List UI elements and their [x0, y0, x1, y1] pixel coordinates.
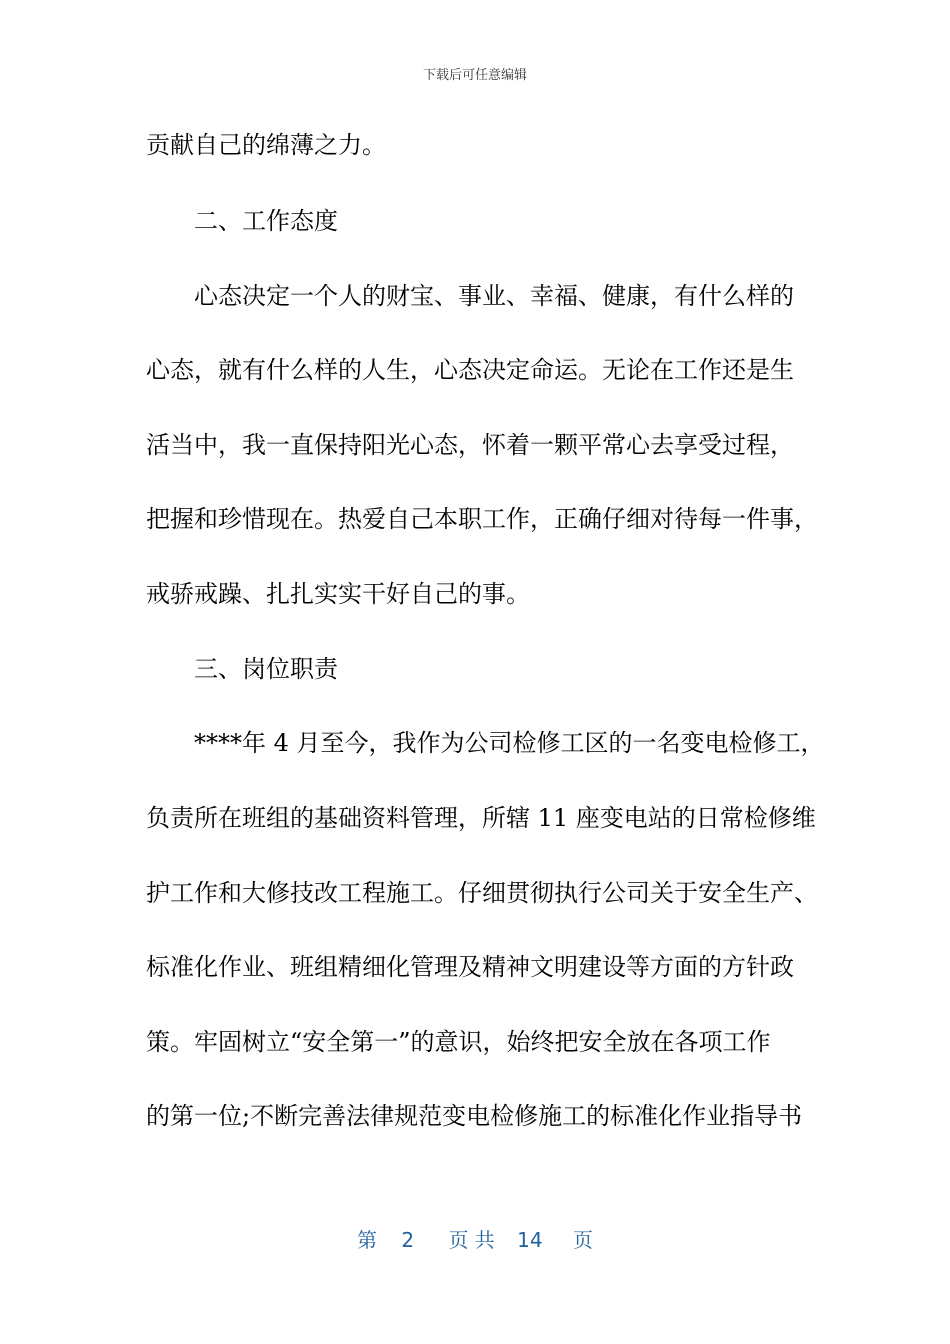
page-header-note: 下载后可任意编辑	[422, 68, 527, 83]
body-line: 心态决定一个人的财宝、事业、幸福、健康，有什么样的	[194, 282, 794, 310]
body-line: 活当中，我一直保持阳光心态，怀着一颗平常心去享受过程，	[146, 431, 794, 459]
body-line: 心态，就有什么样的人生，心态决定命运。无论在工作还是生	[146, 356, 794, 384]
total-page-number: 14	[517, 1228, 543, 1252]
section-heading-job-duties: 三、岗位职责	[194, 655, 338, 683]
body-line: 贡献自己的绵薄之力。	[146, 131, 386, 159]
body-line: 护工作和大修技改工程施工。仔细贯彻执行公司关于安全生产、	[146, 879, 818, 907]
body-line: 策。牢固树立“安全第一”的意识，始终把安全放在各项工作	[146, 1028, 771, 1056]
body-line: 戒骄戒躁、扎扎实实干好自己的事。	[146, 580, 530, 608]
section-heading-work-attitude: 二、工作态度	[194, 207, 338, 235]
page-footer	[0, 1224, 950, 1253]
body-line: ****年 4 月至今，我作为公司检修工区的一名变电检修工，	[194, 729, 825, 757]
current-page-number: 2	[401, 1228, 415, 1252]
footer-label-ye-gong: 页 共	[448, 1228, 495, 1252]
footer-label-di: 第	[357, 1228, 377, 1252]
body-line: 负责所在班组的基础资料管理，所辖 11 座变电站的日常检修维	[146, 804, 816, 832]
body-line: 标准化作业、班组精细化管理及精神文明建设等方面的方针政	[146, 953, 794, 981]
body-line: 把握和珍惜现在。热爱自己本职工作，正确仔细对待每一件事，	[146, 505, 818, 533]
footer-label-ye: 页	[572, 1228, 593, 1252]
body-line: 的第一位;不断完善法律规范变电检修施工的标准化作业指导书	[146, 1102, 803, 1130]
